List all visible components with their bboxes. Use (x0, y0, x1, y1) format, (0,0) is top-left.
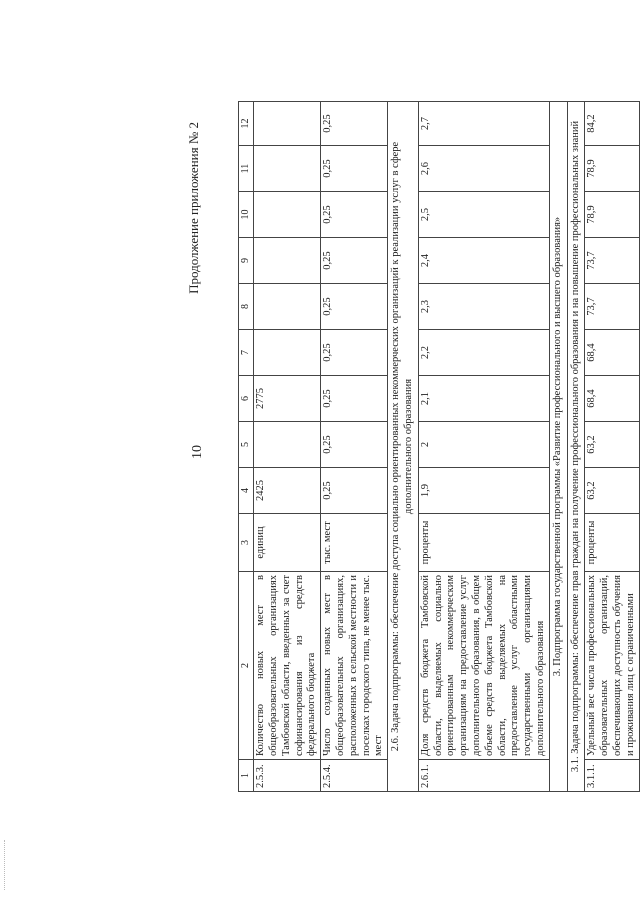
col-header: 9 (239, 238, 254, 284)
table-row (418, 102, 549, 792)
table-row (321, 102, 388, 792)
indicator-description: Число созданных новых мест в общеобразовательных организациях, расположенных в сельской местности и поселках городского типа, не менее тыс. мест (321, 572, 388, 760)
value-cell: 0,25 (321, 422, 388, 468)
value-cell: 2,4 (418, 238, 549, 284)
value-cell: 2,2 (418, 330, 549, 376)
value-cell: 68,4 (585, 376, 639, 422)
value-cell: 78,9 (585, 146, 639, 192)
value-cell: 73,7 (585, 238, 639, 284)
row-number: 2.5.3. (254, 760, 321, 792)
col-header: 7 (239, 330, 254, 376)
col-header: 3 (239, 514, 254, 572)
value-cell (254, 238, 321, 284)
value-cell: 2,6 (418, 146, 549, 192)
section-row (549, 102, 567, 792)
value-cell: 0,25 (321, 284, 388, 330)
value-cell: 2,1 (418, 376, 549, 422)
col-header: 8 (239, 284, 254, 330)
value-cell (254, 192, 321, 238)
col-header: 12 (239, 102, 254, 146)
subprogram-heading: 3. Подпрограмма государственной программы «Развитие профессионального и высшего образования» (549, 102, 567, 792)
value-cell: 0,25 (321, 330, 388, 376)
value-cell: 68,4 (585, 330, 639, 376)
value-cell (254, 422, 321, 468)
task-heading: 3.1. Задача подпрограммы: обеспечение прав граждан на получение профессионального образования и на повышение профессиональных знаний (567, 102, 585, 792)
page-number: 10 (190, 445, 205, 459)
unit: проценты (585, 514, 639, 572)
col-header: 2 (239, 572, 254, 760)
value-cell (254, 284, 321, 330)
value-cell: 0,25 (321, 102, 388, 146)
value-cell: 2775 (254, 376, 321, 422)
value-cell (254, 146, 321, 192)
value-cell (254, 102, 321, 146)
value-cell: 0,25 (321, 376, 388, 422)
value-cell: 1,9 (418, 468, 549, 514)
value-cell: 2425 (254, 468, 321, 514)
value-cell: 2 (418, 422, 549, 468)
value-cell: 73,7 (585, 284, 639, 330)
indicator-description: Доля средств бюджета Тамбовской области, выделяемых социально ориентированным некоммерческим организациям на предоставление услуг дополнительного образования, в общем объеме средств бюджета Тамбовской области, выделяемых на предоставление услуг областными государственными организациями дополнительного образования (418, 572, 549, 760)
row-number: 2.6.1. (418, 760, 549, 792)
value-cell: 63,2 (585, 468, 639, 514)
section-row (567, 102, 585, 792)
unit: тыс. мест (321, 514, 388, 572)
value-cell: 0,25 (321, 146, 388, 192)
col-header: 5 (239, 422, 254, 468)
col-header: 10 (239, 192, 254, 238)
table-row (585, 102, 639, 792)
unit: единиц (254, 514, 321, 572)
value-cell: 0,25 (321, 238, 388, 284)
row-number: 3.1.1. (585, 760, 639, 792)
continuation-note: Продолжение приложения № 2 (186, 122, 201, 294)
value-cell: 2,7 (418, 102, 549, 146)
value-cell (254, 330, 321, 376)
unit: проценты (418, 514, 549, 572)
rotated-sheet (180, 52, 640, 852)
column-number-row (239, 102, 254, 792)
col-header: 1 (239, 760, 254, 792)
row-number: 2.5.4. (321, 760, 388, 792)
value-cell: 2,3 (418, 284, 549, 330)
value-cell: 0,25 (321, 192, 388, 238)
indicator-description: Количество новых мест в общеобразовательных организациях Тамбовской области, введенных за счет софинансирования из средств федерального бюджета (254, 572, 321, 760)
indicator-description: Удельный вес числа профессиональных образовательных организаций, обеспечивающих доступность обучения и проживания лиц с ограниченными (585, 572, 639, 760)
col-header: 4 (239, 468, 254, 514)
scan-margin-mark (4, 840, 7, 890)
value-cell: 84,2 (585, 102, 639, 146)
value-cell: 2,5 (418, 192, 549, 238)
section-row (388, 102, 419, 792)
col-header: 11 (239, 146, 254, 192)
indicators-table (238, 101, 640, 792)
value-cell: 0,25 (321, 468, 388, 514)
task-heading: 2.6. Задача подпрограммы: обеспечение доступа социально ориентированных некоммерческих организаций к реализации услуг в сфере дополнительного образования (388, 102, 419, 792)
table-row (254, 102, 321, 792)
value-cell: 63,2 (585, 422, 639, 468)
value-cell: 78,9 (585, 192, 639, 238)
col-header: 6 (239, 376, 254, 422)
